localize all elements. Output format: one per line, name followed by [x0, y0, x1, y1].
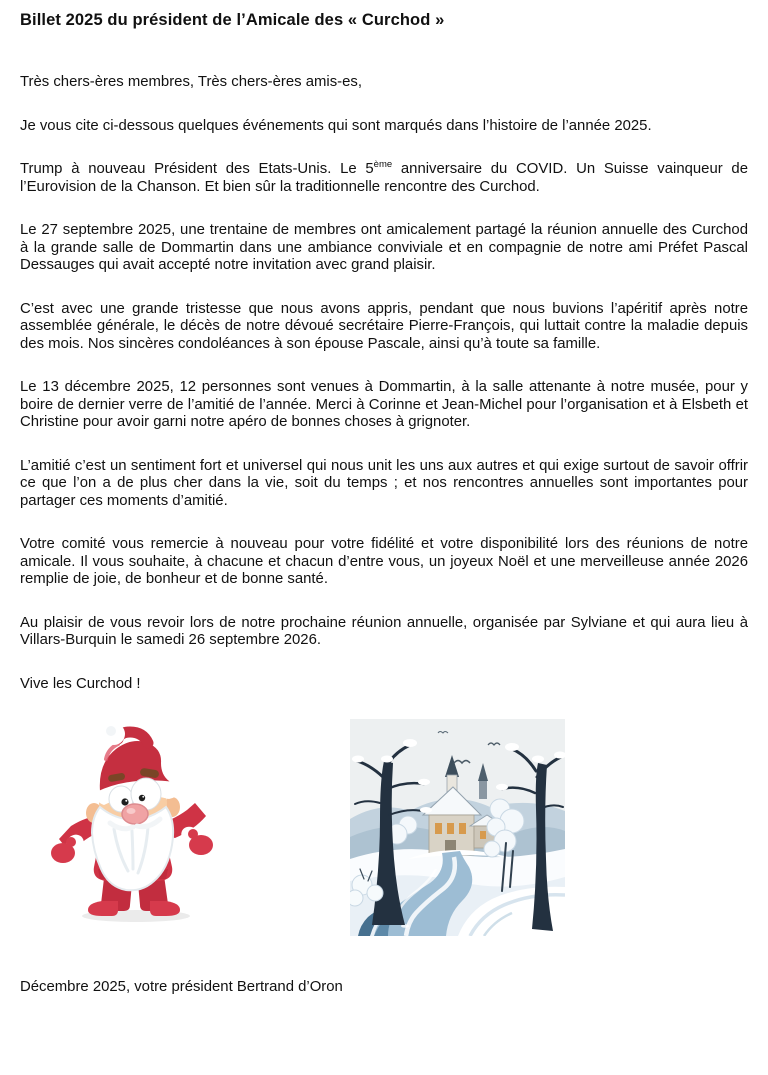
cartoon-santa-illustration	[48, 719, 216, 925]
paragraph-friendship: L’amitié c’est un sentiment fort et universel qui nous unit les uns aux autres et qui exige surtout de savoir offrir ce que l’on a de plus cher dans la vie, soit du temps ; et nos rencontres annuelles sont importantes pour partager ces moments d’amitié.	[20, 457, 748, 509]
paragraph-reunion: Le 27 septembre 2025, une trentaine de membres ont amicalement partagé la réunion annuelle des Curchod à la grande salle de Dommartin dans une ambiance conviviale et en compagnie de notre ami Préfet Pascal Dessauges qui avait accepté notre invitation avec grand plaisir.	[20, 222, 748, 273]
events-superscript: ème	[373, 159, 393, 171]
paragraph-events	[20, 161, 748, 196]
paragraph-intro: Je vous cite ci-dessous quelques événements qui sont marqués dans l’histoire de l’année 2025.	[20, 117, 652, 134]
illustrations-row	[20, 719, 748, 936]
winter-landscape-illustration	[350, 719, 565, 936]
signature-line: Décembre 2025, votre président Bertrand d’Oron	[20, 979, 343, 995]
document-title	[20, 11, 748, 30]
paragraph-greeting: Très chers-ères membres, Très chers-ères amis-es,	[20, 74, 363, 90]
paragraph-december: Le 13 décembre 2025, 12 personnes sont venues à Dommartin, à la salle attenante à notre musée, pour y boire de dernier verre de l’amitié de l’année. Merci à Corinne et Jean-Michel pour l’organisation et à Elsbeth et Christine pour avoir garni notre apéro de bonnes choses à grignoter.	[20, 379, 748, 430]
paragraph-next-meeting: Au plaisir de vous revoir lors de notre prochaine réunion annuelle, organisée par Sylviane et qui aura lieu à Villars-Burquin le samedi 26 septembre 2026.	[20, 614, 748, 648]
events-text-before: Trump à nouveau Président des Etats-Unis. Le 5	[20, 161, 374, 177]
paragraph-condolences: C’est avec une grande tristesse que nous avons appris, pendant que nous buvions l’apéritif après notre assemblée générale, le décès de notre dévoué secrétaire Pierre-François, qui luttait contre la maladie depuis des mois. Nos sincères condoléances à son épouse Pascale, ainsi qu’à toute sa famille.	[20, 300, 748, 352]
document-title-text: Billet 2025 du président de l’Amicale des « Curchod »	[20, 11, 445, 29]
events-text-after: anniversaire du COVID. Un Suisse vainqueur de l’Eurovision de la Chanson. Et bien sûr la traditionnelle rencontre des Curchod.	[20, 161, 748, 195]
paragraph-committee: Votre comité vous remercie à nouveau pour votre fidélité et votre disponibilité lors des réunions de notre amicale. Il vous souhaite, à chacune et chacun d’entre vous, un joyeux Noël et une merveilleuse année 2026 remplie de joie, de bonheur et de bonne santé.	[20, 536, 748, 587]
paragraph-cheer: Vive les Curchod !	[20, 675, 141, 692]
